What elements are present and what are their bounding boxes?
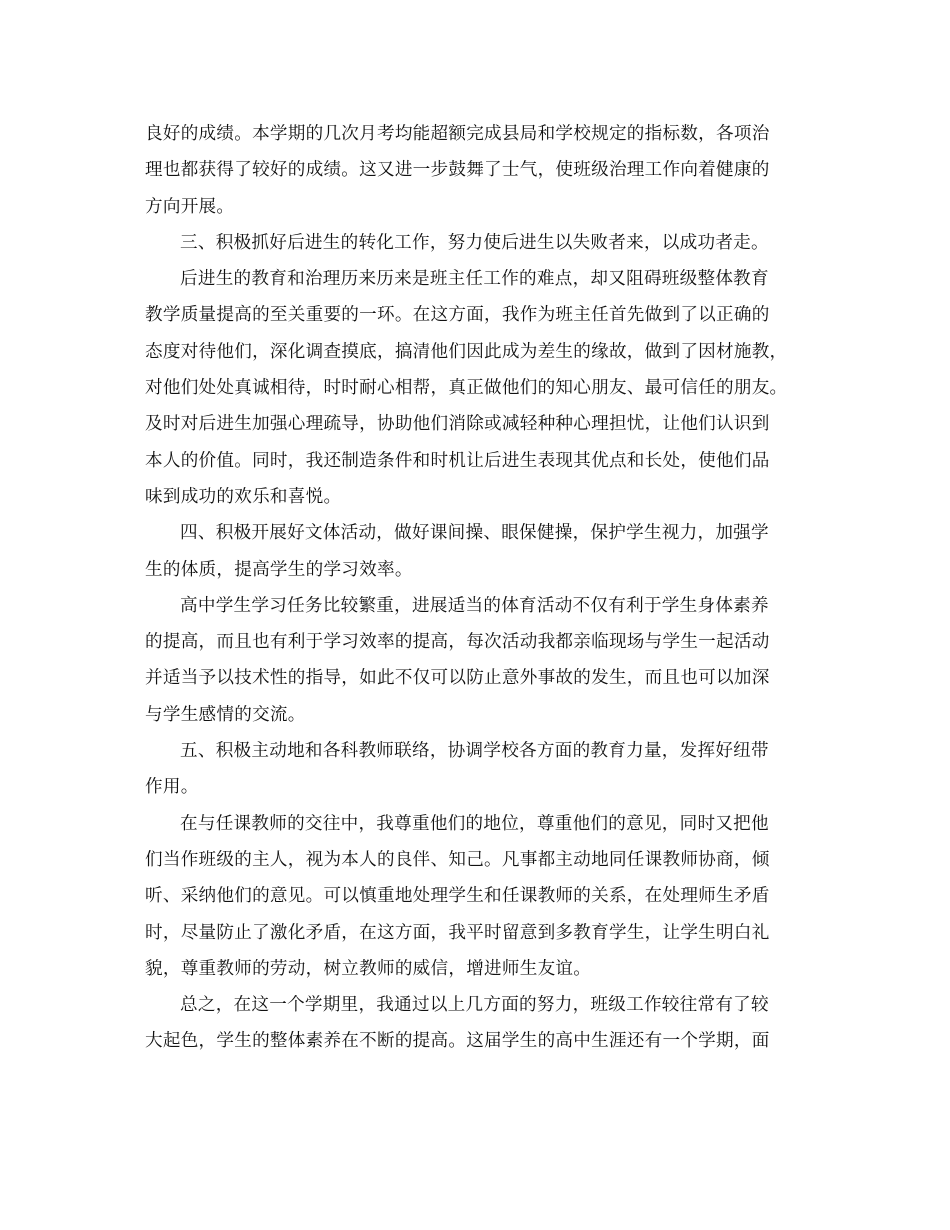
text-line: 理也都获得了较好的成绩。这又进一步鼓舞了士气，使班级治理工作向着健康的: [145, 160, 770, 181]
text-line: 在与任课教师的交往中，我尊重他们的地位，尊重他们的意见，同时又把他: [180, 813, 769, 834]
text-line: 的提高，而且也有利于学习效率的提高，每次活动我都亲临现场与学生一起活动: [145, 632, 770, 653]
text-line: 教学质量提高的至关重要的一环。在这方面，我作为班主任首先做到了以正确的: [145, 305, 770, 326]
text-line: 四、积极开展好文体活动，做好课间操、眼保健操，保护学生视力，加强学: [180, 523, 769, 544]
text-line: 时，尽量防止了激化矛盾，在这方面，我平时留意到多教育学生，让学生明白礼: [145, 922, 770, 943]
text-line: 良好的成绩。本学期的几次月考均能超额完成县局和学校规定的指标数，各项治: [145, 124, 770, 144]
text-line: 作用。: [145, 777, 199, 798]
text-line: 对他们处处真诚相待，时时耐心相帮，真正做他们的知心朋友、最可信任的朋友。: [145, 378, 788, 399]
text-line: 方向开展。: [145, 196, 235, 217]
text-line: 生的体质，提高学生的学习效率。: [145, 559, 413, 580]
text-line: 味到成功的欢乐和喜悦。: [145, 486, 342, 507]
text-line: 们当作班级的主人，视为本人的良伴、知己。凡事都主动地同任课教师协商，倾: [145, 849, 770, 870]
text-line: 态度对待他们，深化调查摸底，搞清他们因此成为差生的缘故，做到了因材施教，: [145, 341, 788, 362]
text-line: 五、积极主动地和各科教师联络，协调学校各方面的教育力量，发挥好纽带: [180, 741, 769, 762]
text-line: 并适当予以技术性的指导，如此不仅可以防止意外事故的发生，而且也可以加深: [145, 668, 770, 689]
text-line: 本人的价值。同时，我还制造条件和时机让后进生表现其优点和长处，使他们品: [145, 450, 770, 471]
text-line: 总之，在这一个学期里，我通过以上几方面的努力，班级工作较往常有了较: [180, 995, 769, 1016]
document-body: [145, 116, 805, 1060]
text-line: 高中学生学习任务比较繁重，进展适当的体育活动不仅有利于学生身体素养: [180, 595, 769, 616]
text-line: 与学生感情的交流。: [145, 704, 306, 725]
text-line: 貌，尊重教师的劳动，树立教师的威信，增进师生友谊。: [145, 958, 592, 979]
text-line: 后进生的教育和治理历来历来是班主任工作的难点，却又阻碍班级整体教育: [180, 269, 769, 290]
text-line: 及时对后进生加强心理疏导，协助他们消除或减轻种种心理担忧，让他们认识到: [145, 414, 770, 435]
text-line: 听、采纳他们的意见。可以慎重地处理学生和任课教师的关系，在处理师生矛盾: [145, 886, 770, 907]
text-line: 三、积极抓好后进生的转化工作，努力使后进生以失败者来，以成功者走。: [180, 232, 769, 253]
text-line: 大起色，学生的整体素养在不断的提高。这届学生的高中生涯还有一个学期，面: [145, 1031, 770, 1052]
